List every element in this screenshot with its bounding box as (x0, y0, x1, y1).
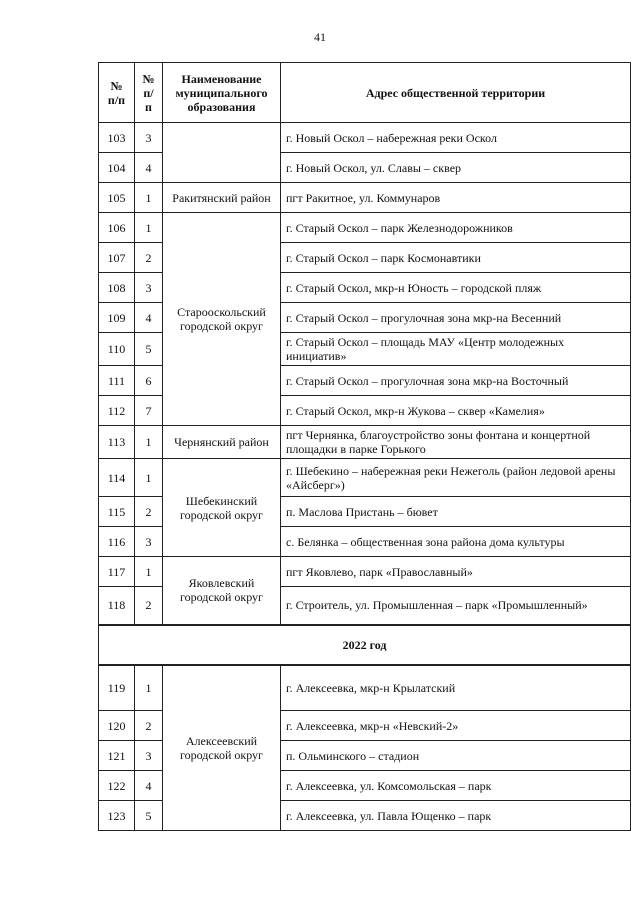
table-row (99, 557, 631, 587)
municipality-cell: Яковлевский городской округ (163, 557, 281, 625)
row-sub-number: 4 (135, 303, 163, 333)
header-number: № п/п (99, 63, 135, 123)
row-number: 123 (99, 801, 135, 831)
municipality-cell: Шебекинский городской округ (163, 459, 281, 557)
address-cell: пгт Чернянка, благоустройство зоны фонтана и концертной площадки в парке Горького (281, 426, 631, 459)
row-number: 116 (99, 527, 135, 557)
row-number: 103 (99, 123, 135, 153)
address-cell: г. Новый Оскол, ул. Славы – сквер (281, 153, 631, 183)
address-cell: г. Старый Оскол – площадь МАУ «Центр молодежных инициатив» (281, 333, 631, 366)
row-number: 113 (99, 426, 135, 459)
table-row (99, 213, 631, 243)
row-sub-number: 1 (135, 665, 163, 711)
row-sub-number: 4 (135, 771, 163, 801)
row-number: 119 (99, 665, 135, 711)
municipality-cell: Старооскольский городской округ (163, 213, 281, 426)
row-number: 107 (99, 243, 135, 273)
address-cell: г. Старый Оскол – парк Железнодорожников (281, 213, 631, 243)
address-cell: г. Алексеевка, ул. Комсомольская – парк (281, 771, 631, 801)
row-sub-number: 4 (135, 153, 163, 183)
municipality-cell: Ракитянский район (163, 183, 281, 213)
row-number: 117 (99, 557, 135, 587)
address-cell: г. Старый Оскол – прогулочная зона мкр-на Восточный (281, 366, 631, 396)
address-cell: г. Алексеевка, ул. Павла Ющенко – парк (281, 801, 631, 831)
row-sub-number: 1 (135, 459, 163, 497)
row-number: 120 (99, 711, 135, 741)
row-sub-number: 7 (135, 396, 163, 426)
address-cell: пгт Ракитное, ул. Коммунаров (281, 183, 631, 213)
row-number: 118 (99, 587, 135, 625)
row-number: 112 (99, 396, 135, 426)
row-number: 110 (99, 333, 135, 366)
address-cell: г. Старый Оскол – прогулочная зона мкр-на Весенний (281, 303, 631, 333)
row-number: 111 (99, 366, 135, 396)
table-header-row (99, 63, 631, 123)
header-sub-number: № п/п (135, 63, 163, 123)
address-cell: г. Алексеевка, мкр-н Крылатский (281, 665, 631, 711)
year-separator-row (99, 625, 631, 665)
address-cell: г. Старый Оскол – парк Космонавтики (281, 243, 631, 273)
address-cell: с. Белянка – общественная зона района дома культуры (281, 527, 631, 557)
table-row (99, 183, 631, 213)
table-row (99, 426, 631, 459)
row-number: 122 (99, 771, 135, 801)
row-sub-number: 3 (135, 273, 163, 303)
address-cell: пгт Яковлево, парк «Православный» (281, 557, 631, 587)
row-sub-number: 5 (135, 801, 163, 831)
row-sub-number: 3 (135, 741, 163, 771)
row-number: 114 (99, 459, 135, 497)
address-cell: г. Алексеевка, мкр-н «Невский-2» (281, 711, 631, 741)
address-cell: п. Маслова Пристань – бювет (281, 497, 631, 527)
header-municipality: Наименование муниципального образования (163, 63, 281, 123)
row-sub-number: 2 (135, 243, 163, 273)
table-row (99, 665, 631, 711)
row-sub-number: 6 (135, 366, 163, 396)
address-cell: г. Шебекино – набережная реки Нежеголь (район ледовой арены «Айсберг») (281, 459, 631, 497)
page-number: 41 (314, 30, 326, 44)
row-number: 105 (99, 183, 135, 213)
row-number: 108 (99, 273, 135, 303)
row-sub-number: 2 (135, 587, 163, 625)
row-number: 121 (99, 741, 135, 771)
address-cell: г. Старый Оскол, мкр-н Жукова – сквер «Камелия» (281, 396, 631, 426)
municipality-cell (163, 123, 281, 183)
public-territories-table (98, 62, 631, 831)
municipality-cell: Чернянский район (163, 426, 281, 459)
row-number: 109 (99, 303, 135, 333)
row-number: 115 (99, 497, 135, 527)
table-row (99, 123, 631, 153)
row-number: 106 (99, 213, 135, 243)
year-heading: 2022 год (99, 625, 631, 665)
header-address: Адрес общественной территории (281, 63, 631, 123)
row-sub-number: 5 (135, 333, 163, 366)
row-sub-number: 1 (135, 213, 163, 243)
row-sub-number: 1 (135, 426, 163, 459)
row-sub-number: 1 (135, 183, 163, 213)
row-sub-number: 2 (135, 711, 163, 741)
municipality-cell: Алексеевский городской округ (163, 665, 281, 831)
row-sub-number: 3 (135, 123, 163, 153)
row-sub-number: 1 (135, 557, 163, 587)
row-number: 104 (99, 153, 135, 183)
table-row (99, 459, 631, 497)
address-cell: г. Новый Оскол – набережная реки Оскол (281, 123, 631, 153)
row-sub-number: 3 (135, 527, 163, 557)
address-cell: г. Старый Оскол, мкр-н Юность – городской пляж (281, 273, 631, 303)
row-sub-number: 2 (135, 497, 163, 527)
address-cell: г. Строитель, ул. Промышленная – парк «Промышленный» (281, 587, 631, 625)
address-cell: п. Ольминского – стадион (281, 741, 631, 771)
